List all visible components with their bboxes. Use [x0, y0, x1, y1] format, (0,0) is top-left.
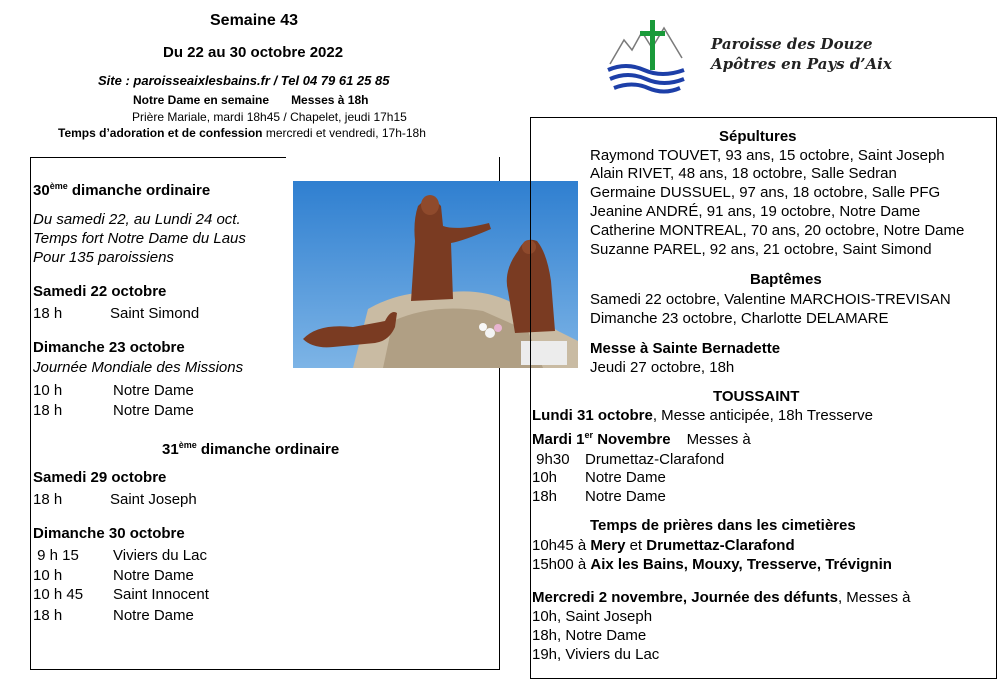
adoration-label: Temps d’adoration et de confession	[58, 126, 263, 140]
prayer-line: Prière Mariale, mardi 18h45 / Chapelet, jeudi 17h15	[132, 110, 407, 124]
weekday-masses-time: Messes à 18h	[291, 93, 369, 107]
date-range: Du 22 au 30 octobre 2022	[163, 44, 344, 61]
laus-line-2: Temps fort Notre Dame du Laus	[33, 230, 246, 247]
bapteme-line: Dimanche 23 octobre, Charlotte DELAMARE	[590, 310, 889, 327]
sat22-place: Saint Simond	[110, 305, 200, 322]
sepulture-line: Jeanine ANDRÉ, 91 ans, 19 octobre, Notre Dame	[590, 203, 921, 220]
sun30-row-time: 9 h 15	[33, 547, 79, 564]
mardi-row-time: 9h30	[532, 451, 570, 468]
sun23-row-time: 18 h	[33, 402, 63, 419]
sat22-time: 18 h	[33, 305, 63, 322]
cimetieres-title: Temps de prières dans les cimetières	[590, 517, 856, 534]
sepulture-line: Suzanne PAREL, 92 ans, 21 octobre, Saint Simond	[590, 241, 932, 258]
adoration-line	[58, 126, 426, 140]
laus-line-1: Du samedi 22, au Lundi 24 oct.	[33, 211, 241, 228]
mardi-row-place: Notre Dame	[585, 469, 666, 486]
sepulture-line: Catherine MONTREAL, 70 ans, 20 octobre, Notre Dame	[590, 222, 965, 239]
sun30-row-place: Notre Dame	[113, 567, 194, 584]
mercredi-row: 10h, Saint Joseph	[532, 608, 653, 625]
sat29-place: Saint Joseph	[110, 491, 197, 508]
sat29-time: 18 h	[33, 491, 63, 508]
sun30-row-time: 10 h 45	[33, 586, 84, 603]
sun30-row-place: Viviers du Lac	[113, 547, 207, 564]
sun23-subtitle: Journée Mondiale des Missions	[33, 359, 244, 376]
sepultures-title: Sépultures	[719, 128, 797, 145]
sun23-row-place: Notre Dame	[113, 402, 194, 419]
sepulture-line: Alain RIVET, 48 ans, 18 octobre, Salle Sedran	[590, 165, 897, 182]
sat22-title: Samedi 22 octobre	[33, 283, 167, 300]
sat29-title: Samedi 29 octobre	[33, 469, 167, 486]
sunday-31-heading: 31ème dimanche ordinaire	[162, 440, 340, 458]
sunday-30-heading: 30ème dimanche ordinaire	[33, 181, 211, 199]
mercredi-row: 18h, Notre Dame	[532, 627, 647, 644]
sun30-row-place: Notre Dame	[113, 607, 194, 624]
cimetiere-line-1: 10h45 à Mery et Drumettaz-Clarafond	[532, 537, 795, 554]
mardi-row-place: Drumettaz-Clarafond	[585, 451, 725, 468]
mardi-row-place: Notre Dame	[585, 488, 666, 505]
mardi-line: Mardi 1er Novembre Messes à	[532, 430, 751, 448]
sun23-row-time: 10 h	[33, 382, 63, 399]
cimetiere-line-2: 15h00 à Aix les Bains, Mouxy, Tresserve, Trévignin	[532, 556, 892, 573]
sun30-row-time: 18 h	[33, 607, 63, 624]
site-contact: Site : paroisseaixlesbains.fr / Tel 04 79 61 25 85	[98, 73, 390, 88]
sepulture-line: Germaine DUSSUEL, 97 ans, 18 octobre, Salle PFG	[590, 184, 941, 201]
toussaint-title: TOUSSAINT	[713, 388, 800, 405]
mercredi-line: Mercredi 2 novembre, Journée des défunts, Messes à	[532, 589, 911, 606]
cross-mountain-waves-logo	[606, 18, 686, 96]
mercredi-row: 19h, Viviers du Lac	[532, 646, 660, 663]
sun30-row-place: Saint Innocent	[113, 586, 209, 603]
parish-name-line2: Apôtres en Pays d’Aix	[711, 55, 892, 73]
sun23-title: Dimanche 23 octobre	[33, 339, 185, 356]
week-title: Semaine 43	[210, 12, 299, 29]
weekday-masses	[133, 93, 368, 107]
sepulture-line: Raymond TOUVET, 93 ans, 15 octobre, Saint Joseph	[590, 147, 945, 164]
bapteme-line: Samedi 22 octobre, Valentine MARCHOIS-TREVISAN	[590, 291, 951, 308]
baptemes-title: Baptêmes	[750, 271, 822, 288]
bernadette-line: Jeudi 27 octobre, 18h	[590, 359, 735, 376]
mardi-row-time: 10h	[532, 469, 558, 486]
bernadette-title: Messe à Sainte Bernadette	[590, 340, 781, 357]
mardi-row-time: 18h	[532, 488, 558, 505]
sun30-title: Dimanche 30 octobre	[33, 525, 185, 542]
sun30-row-time: 10 h	[33, 567, 63, 584]
adoration-detail: mercredi et vendredi, 17h-18h	[262, 126, 426, 140]
parish-name	[711, 34, 892, 74]
laus-line-3: Pour 135 paroissiens	[33, 249, 174, 266]
sun23-row-place: Notre Dame	[113, 382, 194, 399]
weekday-masses-label: Notre Dame en semaine	[133, 93, 270, 107]
parish-name-line1: Paroisse des Douze	[711, 35, 873, 53]
lundi-line: Lundi 31 octobre, Messe anticipée, 18h Tresserve	[532, 407, 873, 424]
